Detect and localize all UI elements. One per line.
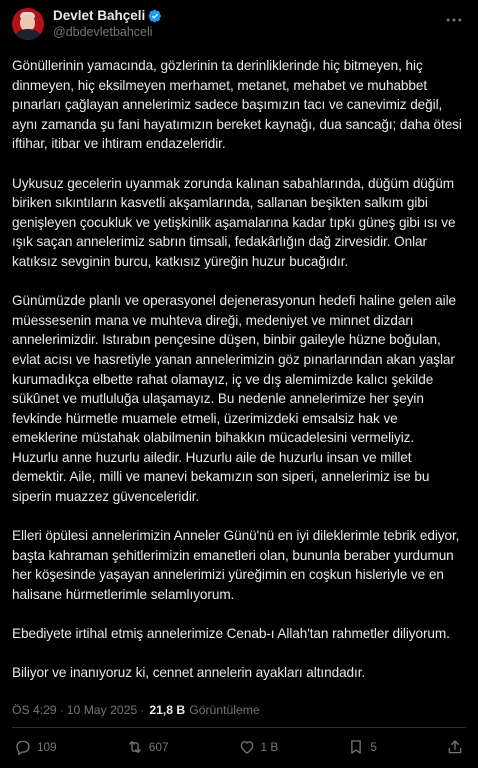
post-paragraph: Uykusuz gecelerin uyanmak zorunda kalınan sabahlarında, düğüm düğüm biriken sıkıntıların kasvetli akşamlarında, sallanan beşikten salkım gibi genişleyen çocukluk ve yetişkinlik aşamalarına kadar tıpkı güneş gibi ısı ve ışık saçan annelerimiz sabrın timsali, fedakârlığın dağ zirvesidir. Onlar katıksız sevginin burcu, katkısız yüreğin huzur bucağıdır. [12,175,456,269]
repost-icon [126,738,144,756]
reply-icon [14,738,32,756]
author-info [53,8,444,40]
post-text [12,56,464,683]
view-count[interactable]: 21,8 B [149,703,186,717]
post-header [12,8,464,46]
reply-button[interactable] [14,738,57,756]
meta-separator: · [59,703,64,717]
meta-separator: · [140,703,145,717]
like-count: 1 B [260,740,279,754]
post-paragraph: Elleri öpülesi annelerimizin Anneler Günü'nü en iyi dileklerimle tebrik ediyor, başta kahraman şehitlerimizin emanetleri olan, bununla beraber yurdumun her köşesinde yaşayan annelerimizi yüreğimin en coşkun hisleriyle ve en halisane hürmetlerimle selamlıyorum. [12,528,460,603]
post-time[interactable]: ÖS 4:29 [12,703,57,717]
repost-button[interactable] [126,738,169,756]
bookmark-icon [347,738,365,756]
verified-badge-icon [148,9,162,23]
post-meta [12,703,260,717]
avatar[interactable] [12,8,44,40]
post-date[interactable]: 10 May 2025 [66,703,138,717]
author-handle[interactable]: @dbdevletbahceli [53,25,153,39]
like-button[interactable] [238,738,279,756]
bookmark-count: 5 [370,740,377,754]
action-bar [14,738,464,756]
post-paragraph: Ebediyete irtihal etmiş annelerimize Cenab-ı Allah'tan rahmetler diliyorum. [12,626,450,642]
reply-count: 109 [37,740,57,754]
view-label: Görüntüleme [189,703,260,717]
divider [12,727,466,728]
author-name-row[interactable] [53,8,444,24]
repost-count: 607 [148,740,169,754]
bookmark-button[interactable] [347,738,377,756]
share-button[interactable] [446,738,464,756]
like-icon [238,738,256,756]
post-paragraph: Günümüzde planlı ve operasyonel dejenerasyonun hedefi haline gelen aile müessesenin mana ve muhteva direği, medeniyet ve minnet dizdarı annelerimizdir. Istırabın pençesine düşen, binbir gaileyle hüzne boğulan, evlat acısı ve hasretiyle yanan annelerimizin göz pınarlarından akan yaşlar kurumadıkça elbette rahat olamayız, iç ve dış alemimizde kalıcı şekilde sükûnet ve mutluluğa ulaşamayız. Bu nedenle annelerimize her şeyin fevkinde hürmetle muamele etmeli, üzerimizdeki emsalsiz hak ve emeklerine müstahak olabilmenin bihakkın mücadelesini vermeliyiz. Huzurlu anne huzurlu ailedir. Huzurlu aile de huzurlu insan ve millet demektir. Aile, milli ve manevi bekamızın son siperi, annelerimiz ise bu siperin muazzez güvenceleridir. [12,293,456,505]
more-options-icon[interactable] [444,10,464,30]
post-paragraph: Biliyor ve inanıyoruz ki, cennet annelerin ayakları altındadır. [12,665,366,681]
post-paragraph: Gönüllerinin yamacında, gözlerinin ta derinliklerinde hiç bitmeyen, hiç dinmeyen, hiç eksilmeyen merhamet, metanet, mehabet ve muhabbet pınarları çağlayan annelerimiz sadece başımızın tacı ve canevimiz değil, aynı zamanda şu fani hayatımızın bereket kaynağı, dua sancağı; daha ötesi iftihar, itibar ve ihtiram endazeleridir. [12,58,462,152]
share-icon [446,738,464,756]
author-name[interactable]: Devlet Bahçeli [53,8,146,23]
